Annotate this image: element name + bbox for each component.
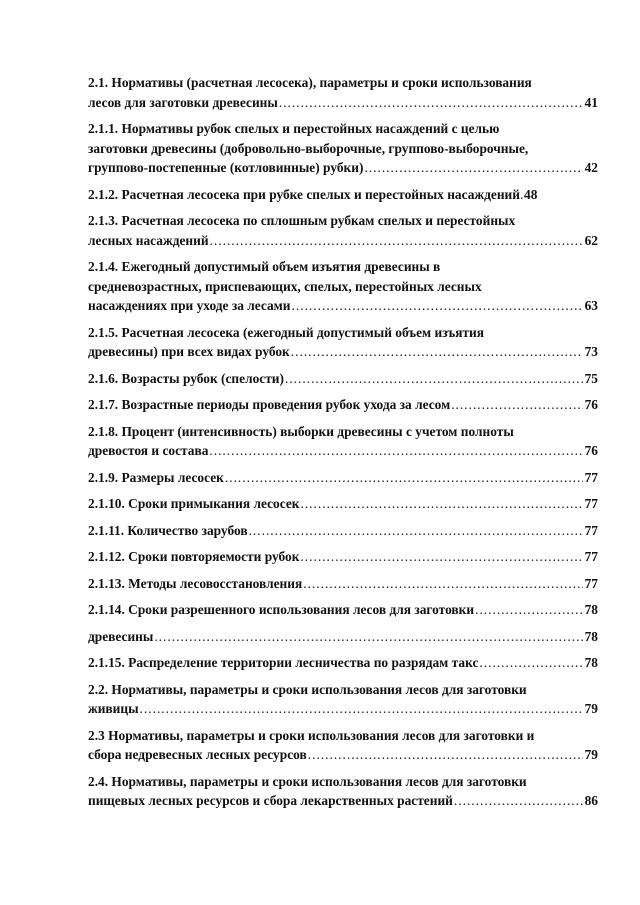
toc-entry[interactable] bbox=[88, 211, 598, 250]
toc-page-number: 78 bbox=[584, 655, 598, 670]
toc-line bbox=[88, 726, 598, 746]
dot-leader bbox=[154, 627, 582, 647]
dot-leader bbox=[292, 296, 583, 316]
toc-entry[interactable] bbox=[88, 73, 598, 112]
dot-leader bbox=[285, 369, 583, 389]
toc-line bbox=[88, 277, 598, 297]
dot-leader bbox=[454, 791, 583, 811]
toc-line bbox=[88, 547, 598, 567]
toc-line bbox=[88, 627, 598, 647]
toc-page-number: 48 bbox=[524, 186, 538, 202]
toc-entry[interactable] bbox=[88, 680, 598, 719]
toc-entry-title: 2.1.13. Методы лесовосстановления bbox=[88, 575, 303, 591]
toc-line bbox=[88, 680, 598, 700]
toc-entry-title: 2.1.15. Распределение территории лесничества по разрядам такс bbox=[88, 655, 479, 670]
toc-entry-title: 2.1.14. Сроки разрешенного использования лесов для заготовки bbox=[88, 602, 475, 617]
toc-line bbox=[88, 342, 598, 362]
toc-entry-title: 2.1.5. Расчетная лесосека (ежегодный допустимый объем изъятия bbox=[88, 324, 484, 340]
toc-entry-title: сбора недревесных лесных ресурсов bbox=[88, 747, 307, 762]
toc-entry-title: 2.2. Нормативы, параметры и сроки использования лесов для заготовки bbox=[88, 681, 527, 697]
toc-line bbox=[88, 422, 598, 442]
dot-leader bbox=[475, 600, 583, 620]
toc-page-number: 42 bbox=[584, 160, 598, 175]
toc-entry[interactable] bbox=[88, 627, 598, 647]
toc-entry[interactable] bbox=[88, 772, 598, 811]
toc-page-number: 76 bbox=[584, 397, 598, 412]
dot-leader bbox=[225, 468, 583, 488]
toc-entry[interactable] bbox=[88, 422, 598, 461]
toc-entry[interactable] bbox=[88, 395, 598, 415]
toc-entry[interactable] bbox=[88, 369, 598, 389]
toc-entry-title: 2.3 Нормативы, параметры и сроки использования лесов для заготовки и bbox=[88, 727, 535, 743]
toc-line bbox=[88, 73, 598, 93]
toc-line bbox=[88, 772, 598, 792]
toc-entry[interactable] bbox=[88, 547, 598, 567]
toc-page-number: 41 bbox=[584, 94, 598, 110]
toc-page-number: 77 bbox=[584, 496, 598, 511]
toc-page-number: 76 bbox=[584, 443, 598, 458]
toc-page-number: 77 bbox=[584, 575, 598, 591]
toc-page-number: 62 bbox=[584, 232, 598, 248]
toc-entry-title: 2.1.7. Возрастные периоды проведения рубок ухода за лесом bbox=[88, 397, 451, 412]
toc-entry[interactable] bbox=[88, 600, 598, 620]
toc-line bbox=[88, 93, 598, 113]
toc-entry[interactable] bbox=[88, 494, 598, 514]
toc-line bbox=[88, 231, 598, 251]
toc-line bbox=[88, 185, 598, 205]
dot-leader bbox=[140, 699, 583, 719]
toc-entry-title: древесины) при всех видах рубок bbox=[88, 344, 290, 359]
toc-entry-title: заготовки древесины (добровольно-выборочные, группово-выборочные, bbox=[88, 140, 529, 156]
toc-line bbox=[88, 494, 598, 514]
toc-entry-title: 2.1.4. Ежегодный допустимый объем изъятия древесины в bbox=[88, 259, 441, 274]
toc-entry[interactable] bbox=[88, 726, 598, 765]
toc-page-number: 63 bbox=[584, 298, 598, 313]
toc-line bbox=[88, 257, 598, 277]
toc-entry[interactable] bbox=[88, 574, 598, 594]
toc-entry-title: 2.1.9. Размеры лесосек bbox=[88, 469, 224, 485]
dot-leader bbox=[451, 395, 582, 415]
toc-line bbox=[88, 468, 598, 488]
toc-entry-title: пищевых лесных ресурсов и сбора лекарственных растений bbox=[88, 793, 453, 808]
dot-leader bbox=[303, 574, 582, 594]
toc-entry-title: 2.1.2. Расчетная лесосека при рубке спелых и перестойных насаждений bbox=[88, 186, 520, 202]
toc-line bbox=[88, 441, 598, 461]
toc-page-number: 73 bbox=[584, 344, 598, 359]
dot-leader bbox=[364, 158, 582, 178]
toc-line bbox=[88, 521, 598, 541]
toc-entry[interactable] bbox=[88, 323, 598, 362]
toc-entry-title: насаждениях при уходе за лесами bbox=[88, 298, 291, 313]
toc-entry[interactable] bbox=[88, 653, 598, 673]
toc-page-number: 77 bbox=[584, 469, 598, 485]
toc-line bbox=[88, 211, 598, 231]
toc-entry-title: средневозрастных, приспевающих, спелых, перестойных лесных bbox=[88, 278, 482, 294]
toc-line bbox=[88, 395, 598, 415]
dot-leader bbox=[300, 547, 582, 567]
table-of-contents bbox=[88, 73, 598, 818]
toc-entry-title: лесных насаждений bbox=[88, 232, 209, 248]
toc-entry-title: группово-постепенные (котловинные) рубки) bbox=[88, 160, 364, 175]
toc-entry[interactable] bbox=[88, 185, 598, 205]
dot-leader bbox=[479, 653, 582, 673]
toc-entry-title: 2.1.1. Нормативы рубок спелых и перестойных насаждений с целью bbox=[88, 121, 500, 136]
toc-page-number: 77 bbox=[584, 522, 598, 538]
toc-entry-title: 2.1.11. Количество зарубов bbox=[88, 522, 248, 538]
dot-leader bbox=[249, 521, 583, 541]
toc-line bbox=[88, 323, 598, 343]
dot-leader bbox=[300, 494, 582, 514]
toc-line bbox=[88, 600, 598, 620]
toc-page-number: 75 bbox=[584, 370, 598, 386]
toc-line bbox=[88, 139, 598, 159]
toc-line bbox=[88, 119, 598, 139]
toc-entry-title: 2.1.12. Сроки повторяемости рубок bbox=[88, 549, 300, 564]
toc-entry-title: 2.4. Нормативы, параметры и сроки использования лесов для заготовки bbox=[88, 773, 527, 789]
toc-entry[interactable] bbox=[88, 521, 598, 541]
toc-entry[interactable] bbox=[88, 119, 598, 178]
dot-leader bbox=[279, 93, 583, 113]
toc-entry-title: 2.1.6. Возрасты рубок (спелости) bbox=[88, 370, 284, 386]
toc-page-number: 78 bbox=[584, 628, 598, 644]
toc-line bbox=[88, 791, 598, 811]
dot-leader bbox=[210, 231, 583, 251]
toc-page-number: 79 bbox=[584, 701, 598, 716]
toc-entry-title: живицы bbox=[88, 701, 139, 716]
toc-line bbox=[88, 745, 598, 765]
toc-entry-title: древесины bbox=[88, 628, 154, 644]
dot-leader bbox=[209, 441, 582, 461]
toc-entry-title: 2.1. Нормативы (расчетная лесосека), параметры и сроки использования bbox=[88, 75, 532, 90]
toc-page-number: 78 bbox=[584, 602, 598, 617]
toc-page-number: 86 bbox=[584, 793, 598, 808]
toc-entry-title: 2.1.3. Расчетная лесосека по сплошным рубкам спелых и перестойных bbox=[88, 213, 516, 228]
toc-entry[interactable] bbox=[88, 468, 598, 488]
toc-line bbox=[88, 158, 598, 178]
toc-line bbox=[88, 574, 598, 594]
toc-line bbox=[88, 653, 598, 673]
dot-leader bbox=[291, 342, 583, 362]
toc-entry-title: лесов для заготовки древесины bbox=[88, 94, 278, 110]
toc-line bbox=[88, 296, 598, 316]
toc-line bbox=[88, 369, 598, 389]
dot-leader bbox=[308, 745, 583, 765]
toc-page-number: 79 bbox=[584, 747, 598, 762]
toc-entry-title: 2.1.10. Сроки примыкания лесосек bbox=[88, 496, 300, 511]
toc-entry-title: 2.1.8. Процент (интенсивность) выборки древесины с учетом полноты bbox=[88, 423, 514, 439]
toc-entry[interactable] bbox=[88, 257, 598, 316]
toc-page-number: 77 bbox=[584, 549, 598, 564]
toc-entry-title: древостоя и состава bbox=[88, 443, 209, 458]
toc-line bbox=[88, 699, 598, 719]
